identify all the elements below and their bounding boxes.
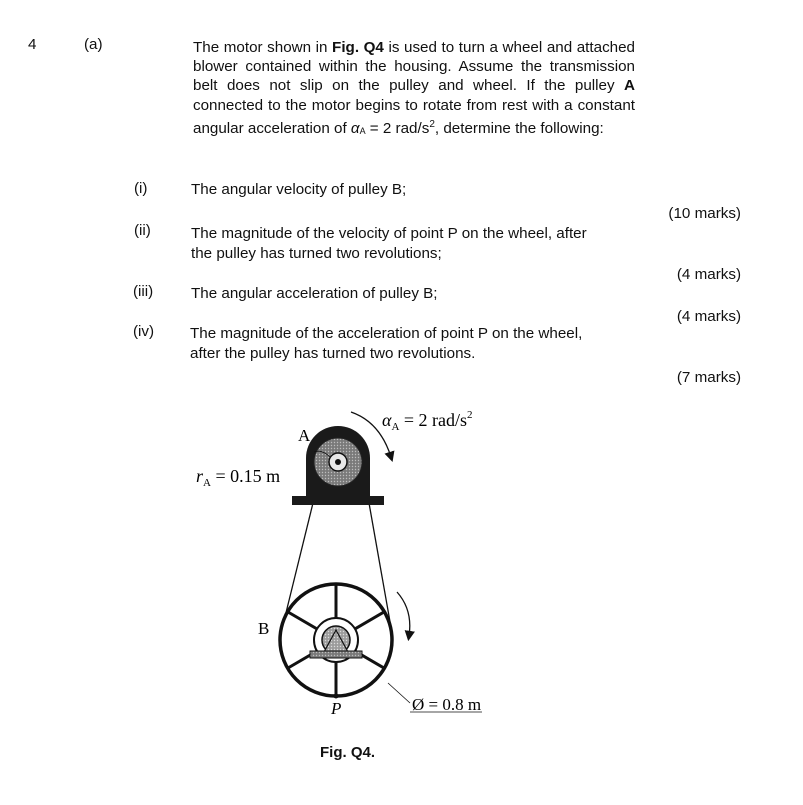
wheel-b [280,584,392,699]
wheel-rotation-arrow [397,592,410,636]
radius-label: $r_A = 0.15$ m [196,466,281,489]
question-part: (a) [84,36,103,53]
subquestion-number: (i) [134,180,148,197]
figure-reference: Fig. Q4 [332,39,384,56]
subquestion-marks: (4 marks) [676,266,741,283]
subquestion-text: The angular velocity of pulley B; [191,181,407,198]
subquestion-text: The magnitude of the acceleration of point P on the wheel, after the pulley has turned two revolutions. [190,325,583,362]
figure-caption: Fig. Q4. [320,744,376,761]
question-intro: The motor shown in Fig. Q4 is used to turn a wheel and attached blower contained within the housing. Assume the transmission belt does not slip on the pulley and wheel. If the pulley A connected to the motor begins to rotate from rest with a constant angular acceleration of αA = 2 rad/$s^2$, determine the following: [193,39,636,137]
alpha-symbol: α [350,119,360,137]
label-p: P [331,699,342,718]
label-b: B [258,619,270,638]
subquestion-marks: (7 marks) [676,369,741,386]
subquestion-number: (iii) [133,283,154,300]
diameter-label: Ø = 0.8 m [412,695,482,714]
subquestion-text: The angular acceleration of pulley B; [191,285,438,302]
label-a: A [298,426,311,445]
subquestion-text: The magnitude of the velocity of point P on the wheel, after the pulley has turned two revolutions; [191,225,587,262]
subquestion-marks: (4 marks) [676,308,741,325]
question-number: 4 [28,36,37,53]
subquestion-number: (iv) [133,323,155,340]
diameter-leader [388,683,410,703]
subquestion-marks: (10 marks) [668,205,741,222]
alpha-label: $\alpha_A = 2$ rad/$s^2$ [382,409,473,433]
pulley-reference: A [624,77,635,95]
subquestion-number: (ii) [134,222,151,239]
